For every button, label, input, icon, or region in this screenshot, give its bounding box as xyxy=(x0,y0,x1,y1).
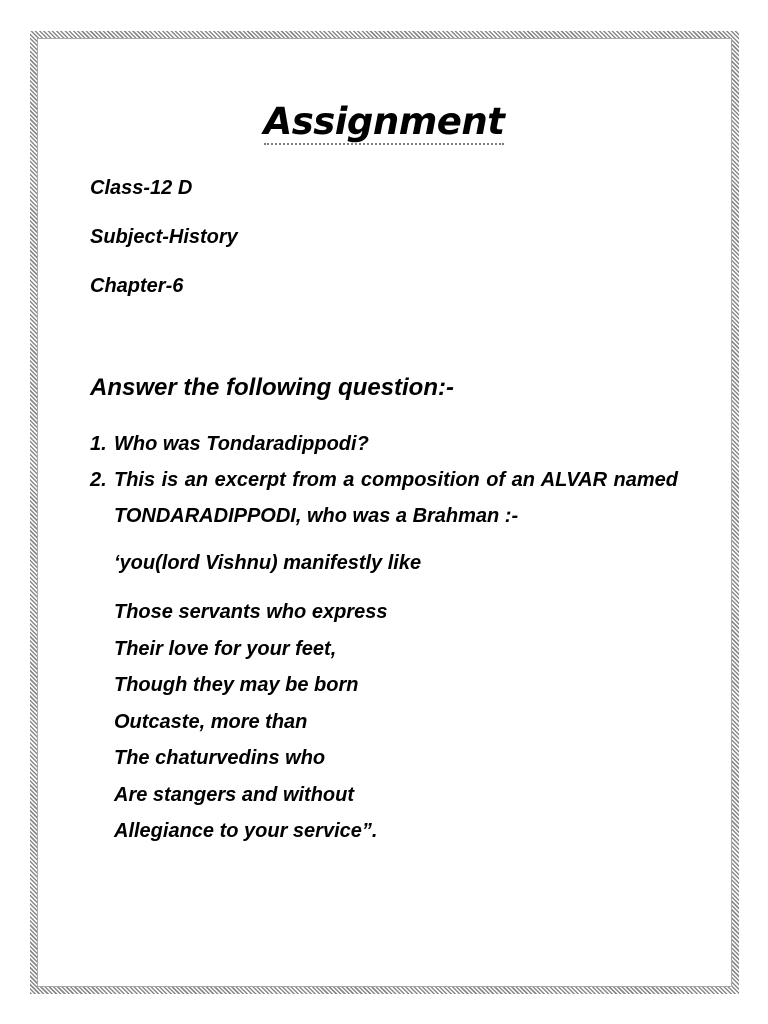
poem-line: Are stangers and without xyxy=(114,783,355,806)
poem-line: Outcaste, more than xyxy=(114,710,308,733)
chapter-line: Chapter-6 xyxy=(90,275,184,297)
question-text: This is an excerpt from a composition of an ALVAR named TONDARADIPPODI, who was a Brahman :- xyxy=(114,469,678,527)
poem-line: Those servants who express xyxy=(114,601,388,623)
poem-line: The chaturvedins who xyxy=(114,747,326,769)
question-list xyxy=(90,426,678,534)
question-item xyxy=(90,426,678,462)
question-text: Who was Tondaradippodi? xyxy=(114,433,369,455)
question-number: 1. xyxy=(90,433,107,455)
poem-line: Though they may be born xyxy=(114,674,359,696)
subject-line: Subject-History xyxy=(90,226,238,248)
class-line: Class-12 D xyxy=(90,177,193,199)
instruction-heading: Answer the following question:- xyxy=(90,374,454,401)
question-number: 2. xyxy=(90,469,107,491)
question-item xyxy=(90,462,678,534)
poem-line: Their love for your feet, xyxy=(114,637,337,660)
assignment-title xyxy=(0,97,768,147)
poem-line: Allegiance to your service”. xyxy=(114,820,378,842)
quote-intro: ‘you(lord Vishnu) manifestly like xyxy=(114,552,422,574)
assignment-title-text: Assignment xyxy=(263,100,505,143)
poem-excerpt xyxy=(114,594,387,850)
